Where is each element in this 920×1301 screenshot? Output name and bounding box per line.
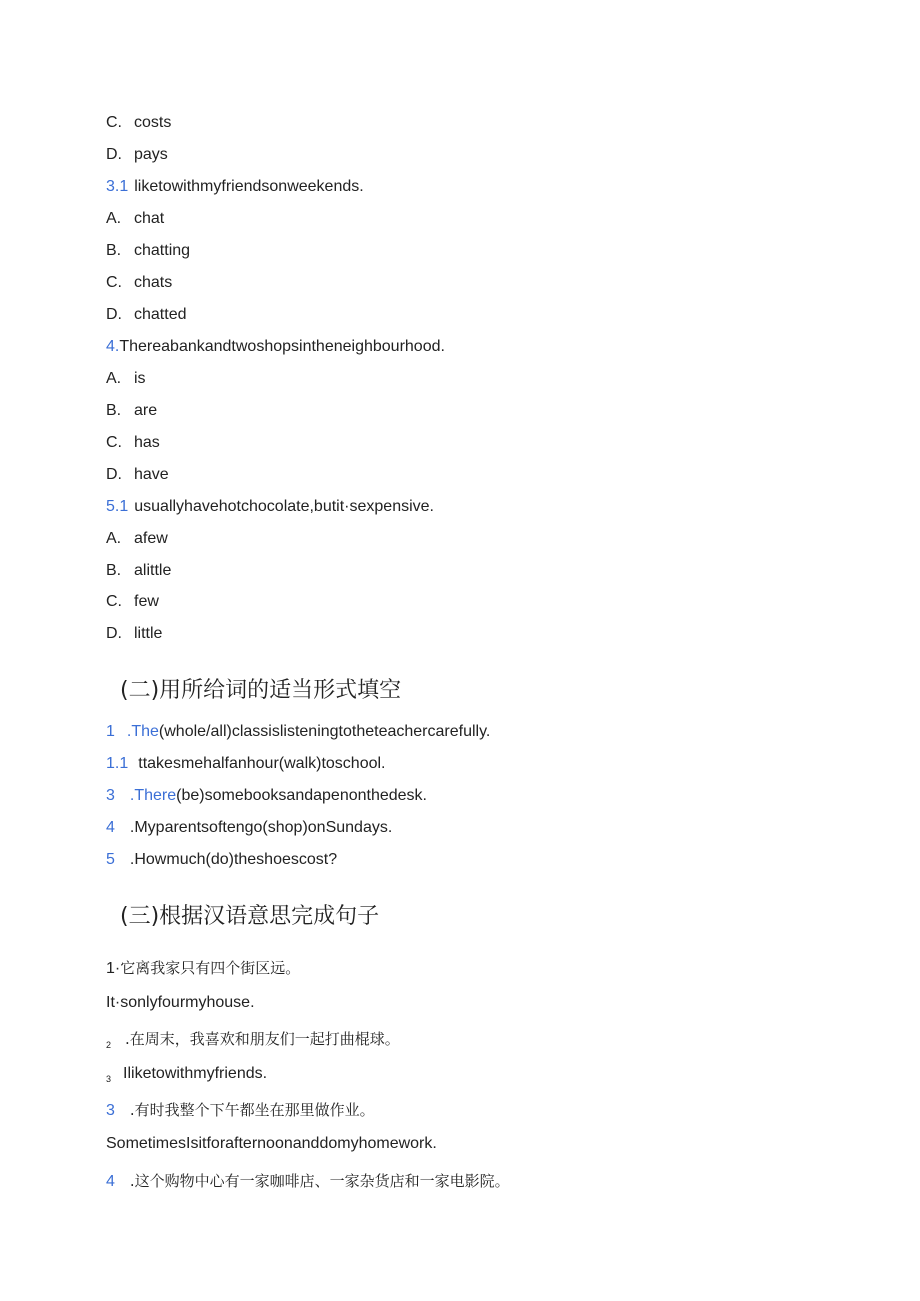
answer-line (106, 1134, 437, 1154)
option-b (106, 401, 157, 421)
option-letter: C. (106, 114, 122, 131)
item-text: (be)somebooksandapenonthedesk. (176, 787, 427, 804)
option-letter: C. (106, 593, 122, 610)
option-b (106, 241, 190, 261)
item-number: 1.1 (106, 755, 129, 772)
chinese-sentence: .有时我整个下午都坐在那里做作业。 (129, 1101, 375, 1119)
option-c (106, 113, 171, 133)
question-number: 5.1 (106, 498, 129, 515)
option-letter: D. (106, 306, 122, 323)
option-d (106, 465, 169, 485)
item-text: .Howmuch(do)theshoescost? (129, 851, 338, 868)
option-letter: D. (106, 625, 122, 642)
fill-item (106, 850, 337, 870)
item-prefix: .The (126, 723, 159, 740)
item-number: 5 (106, 851, 115, 868)
option-letter: B. (106, 242, 122, 259)
option-text: have (134, 466, 169, 483)
fill-item (106, 786, 427, 806)
option-b (106, 561, 171, 581)
option-letter: C. (106, 274, 122, 291)
item-number: 1· (106, 960, 121, 977)
option-text: pays (134, 146, 168, 163)
fill-item (106, 754, 385, 774)
section-heading: (二)用所给词的适当形式填空 (120, 678, 402, 703)
question-5 (106, 497, 434, 517)
question-text: liketowithmyfriendsonweekends. (134, 178, 364, 195)
fill-item (106, 818, 392, 838)
chinese-sentence: 它离我家只有四个街区远。 (120, 959, 301, 977)
item-text: ttakesmehalfanhour(walk)toschool. (138, 755, 386, 772)
item-number: 4 (106, 1173, 115, 1190)
option-letter: A. (106, 370, 122, 387)
translation-item (106, 1100, 375, 1121)
chinese-sentence: .在周末，我喜欢和朋友们一起打曲棍球。 (125, 1030, 400, 1048)
option-letter: D. (106, 146, 122, 163)
option-text: alittle (134, 562, 172, 579)
option-text: chatting (134, 242, 191, 259)
option-text: is (134, 370, 146, 387)
option-text: afew (134, 530, 168, 547)
question-text: usuallyhavehotchocolate,butit·sexpensive. (134, 498, 434, 515)
option-a (106, 369, 146, 389)
item-number: 3 (106, 787, 115, 804)
question-4 (106, 337, 445, 357)
answer-line (106, 1064, 267, 1089)
question-3 (106, 177, 364, 197)
item-number: 3 (106, 1102, 115, 1119)
option-text: chatted (134, 306, 187, 323)
option-c (106, 273, 172, 293)
option-letter: C. (106, 434, 122, 451)
option-text: chat (134, 210, 165, 227)
translation-item (106, 1171, 510, 1192)
option-d (106, 305, 186, 325)
option-text: chats (134, 274, 173, 291)
item-text: (whole/all)classislisteningtotheteachercarefully. (158, 723, 491, 740)
answer-line (106, 993, 255, 1013)
option-a (106, 529, 168, 549)
section-heading: (三)根据汉语意思完成句子 (120, 904, 380, 929)
item-number: 1 (106, 723, 115, 740)
english-sentence: SometimesIsitforafternoonanddomyhomework. (106, 1135, 437, 1152)
option-letter: D. (106, 466, 122, 483)
item-number: 4 (106, 819, 115, 836)
option-letter: B. (106, 402, 122, 419)
option-letter: B. (106, 562, 122, 579)
option-c (106, 592, 159, 612)
question-text: Thereabankandtwoshopsintheneighbourhood. (119, 338, 445, 355)
question-number: 4. (106, 338, 120, 355)
fill-item (106, 722, 490, 742)
item-prefix: .There (129, 787, 177, 804)
english-sentence: Iliketowithmyfriends. (123, 1065, 268, 1082)
english-sentence: It·sonlyfourmyhouse. (106, 994, 255, 1011)
item-number: 3 (106, 1074, 112, 1084)
option-c (106, 433, 160, 453)
option-d (106, 624, 162, 644)
option-letter: A. (106, 210, 122, 227)
item-number: 2 (106, 1040, 112, 1050)
chinese-sentence: .这个购物中心有一家咖啡店、一家杂货店和一家电影院。 (129, 1172, 510, 1190)
question-number: 3.1 (106, 178, 129, 195)
option-text: little (134, 625, 163, 642)
translation-item (106, 958, 300, 979)
item-text: .Myparentsoftengo(shop)onSundays. (129, 819, 393, 836)
option-a (106, 209, 164, 229)
option-text: has (134, 434, 160, 451)
option-text: costs (134, 114, 172, 131)
translation-item (106, 1029, 400, 1055)
option-d (106, 145, 168, 165)
option-text: are (134, 402, 158, 419)
option-letter: A. (106, 530, 122, 547)
option-text: few (134, 593, 159, 610)
